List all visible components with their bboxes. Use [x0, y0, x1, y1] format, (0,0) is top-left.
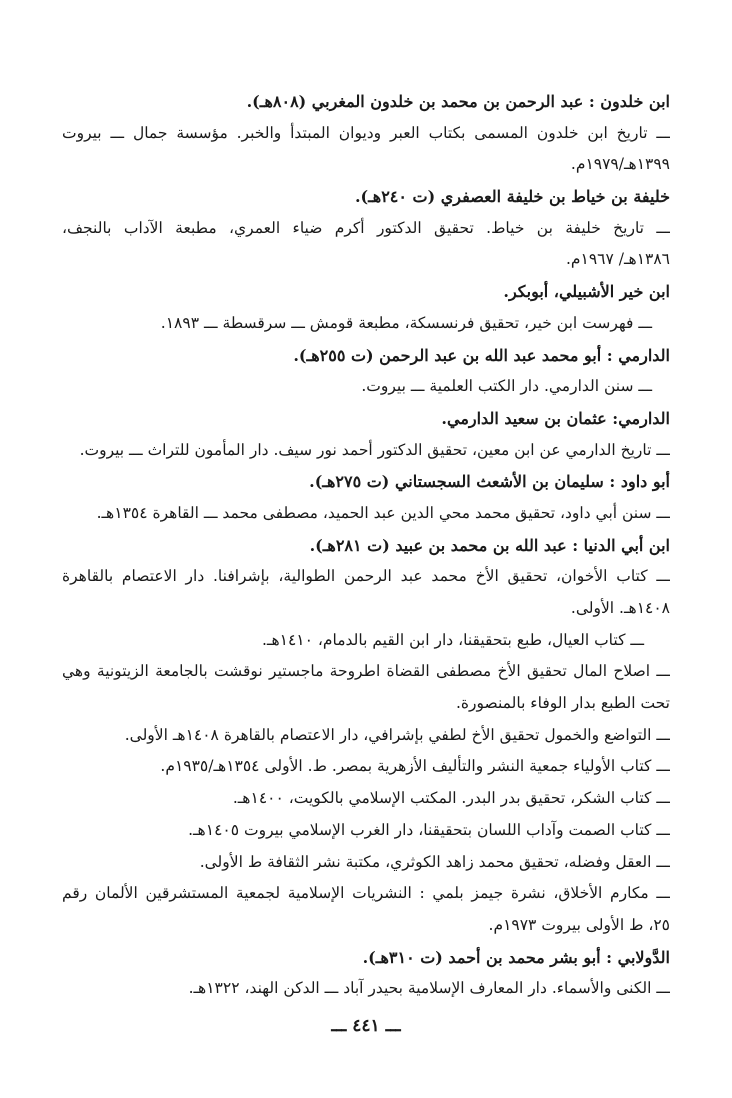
bibliography-entries [62, 86, 670, 1005]
bibliography-line: ١٣٩٩هـ/١٩٧٩م. [570, 155, 670, 174]
bibliography-line: ـــ فهرست ابن خير، تحقيق فرنسسكة، مطبعة قومش ـــ سرقسطة ـــ ١٨٩٣. [160, 313, 652, 332]
bibliography-line: ـــ كتاب العيال، طبع بتحقيقنا، دار ابن القيم بالدمام، ١٤١٠هـ. [262, 630, 644, 649]
bibliography-line: ـــ تاريخ خليفة بن خياط. تحقيق الدكتور أكرم ضياء العمري، مطبعة الآداب بالنجف، [62, 218, 670, 237]
bibliography-line: ـــ كتاب الصمت وآداب اللسان بتحقيقنا، دار الغرب الإسلامي بيروت ١٤٠٥هـ. [188, 820, 670, 839]
bibliography-line: ـــ التواضع والخمول تحقيق الأخ لطفي بإشرافي، دار الاعتصام بالقاهرة ١٤٠٨هـ الأولى. [124, 725, 670, 744]
author-heading: ابن خلدون : عبد الرحمن بن محمد بن خلدون المغربي (٨٠٨هـ). [246, 92, 670, 111]
bibliography-line: ـــ الكنى والأسماء. دار المعارف الإسلامية بحيدر آباد ـــ الدكن الهند، ١٣٢٢هـ. [188, 979, 670, 998]
bibliography-line: ـــ تاريخ ابن خلدون المسمى بكتاب العبر وديوان المبتدأ والخبر. مؤسسة جمال ـــ بيروت [62, 123, 670, 142]
bibliography-line: ـــ مكارم الأخلاق، نشرة جيمز بلمي : النشريات الإسلامية لجمعية المستشرقين الألمان رقم [62, 884, 670, 903]
bibliography-line: ـــ العقل وفضله، تحقيق محمد زاهد الكوثري، مكتبة نشر الثقافة ط الأولى. [199, 852, 670, 871]
page-number: ـــ ٤٤١ ـــ [331, 1016, 401, 1036]
bibliography-line: ـــ كتاب الشكر، تحقيق بدر البدر. المكتب الإسلامي بالكويت، ١٤٠٠هـ. [232, 789, 670, 808]
bibliography-line: ٢٥، ط الأولى بيروت ١٩٧٣م. [488, 915, 670, 934]
bibliography-line: ١٣٨٦هـ/ ١٩٦٧م. [565, 250, 670, 269]
author-heading: الدَّولابي : أبو بشر محمد بن أحمد (ت ٣١٠هـ). [362, 947, 670, 967]
bibliography-line: ـــ سنن أبي داود، تحقيق محمد محي الدين عبد الحميد، مصطفى محمد ـــ القاهرة ١٣٥٤هـ. [96, 503, 670, 522]
author-heading: الدارمي : أبو محمد عبد الله بن عبد الرحمن (ت ٢٥٥هـ). [293, 345, 670, 365]
bibliography-line: تحت الطبع بدار الوفاء بالمنصورة. [456, 694, 670, 713]
author-heading: أبو داود : سليمان بن الأشعث السجستاني (ت ٢٧٥هـ). [309, 472, 670, 492]
bibliography-line: ـــ كتاب الأخوان، تحقيق الأخ محمد عبد الرحمن الطوالية، بإشرافنا. دار الاعتصام بالقاهرة [62, 567, 670, 586]
author-heading: الدارمي: عثمان بن سعيد الدارمي. [441, 408, 670, 428]
author-heading: خليفة بن خياط بن خليفة العصفري (ت ٢٤٠هـ). [354, 187, 670, 207]
author-heading: ابن خير الأشبيلي، أبوبكر. [503, 282, 670, 302]
bibliography-line: ـــ سنن الدارمي. دار الكتب العلمية ـــ بيروت. [361, 377, 652, 396]
bibliography-line: ـــ اصلاح المال تحقيق الأخ مصطفى القضاة اطروحة ماجستير نوقشت بالجامعة الزيتونية وهي [62, 662, 670, 681]
bibliography-line: ـــ تاريخ الدارمي عن ابن معين، تحقيق الدكتور أحمد نور سيف. دار المأمون للتراث ـــ بيروت. [79, 440, 670, 459]
bibliography-line: ١٤٠٨هـ. الأولى. [570, 599, 670, 617]
bibliography-line: ـــ كتاب الأولياء جمعية النشر والتأليف الأزهرية بمصر. ط. الأولى ١٣٥٤هـ/١٩٣٥م. [160, 757, 670, 776]
author-heading: ابن أبي الدنيا : عبد الله بن محمد بن عبيد (ت ٢٨١هـ). [309, 535, 670, 555]
